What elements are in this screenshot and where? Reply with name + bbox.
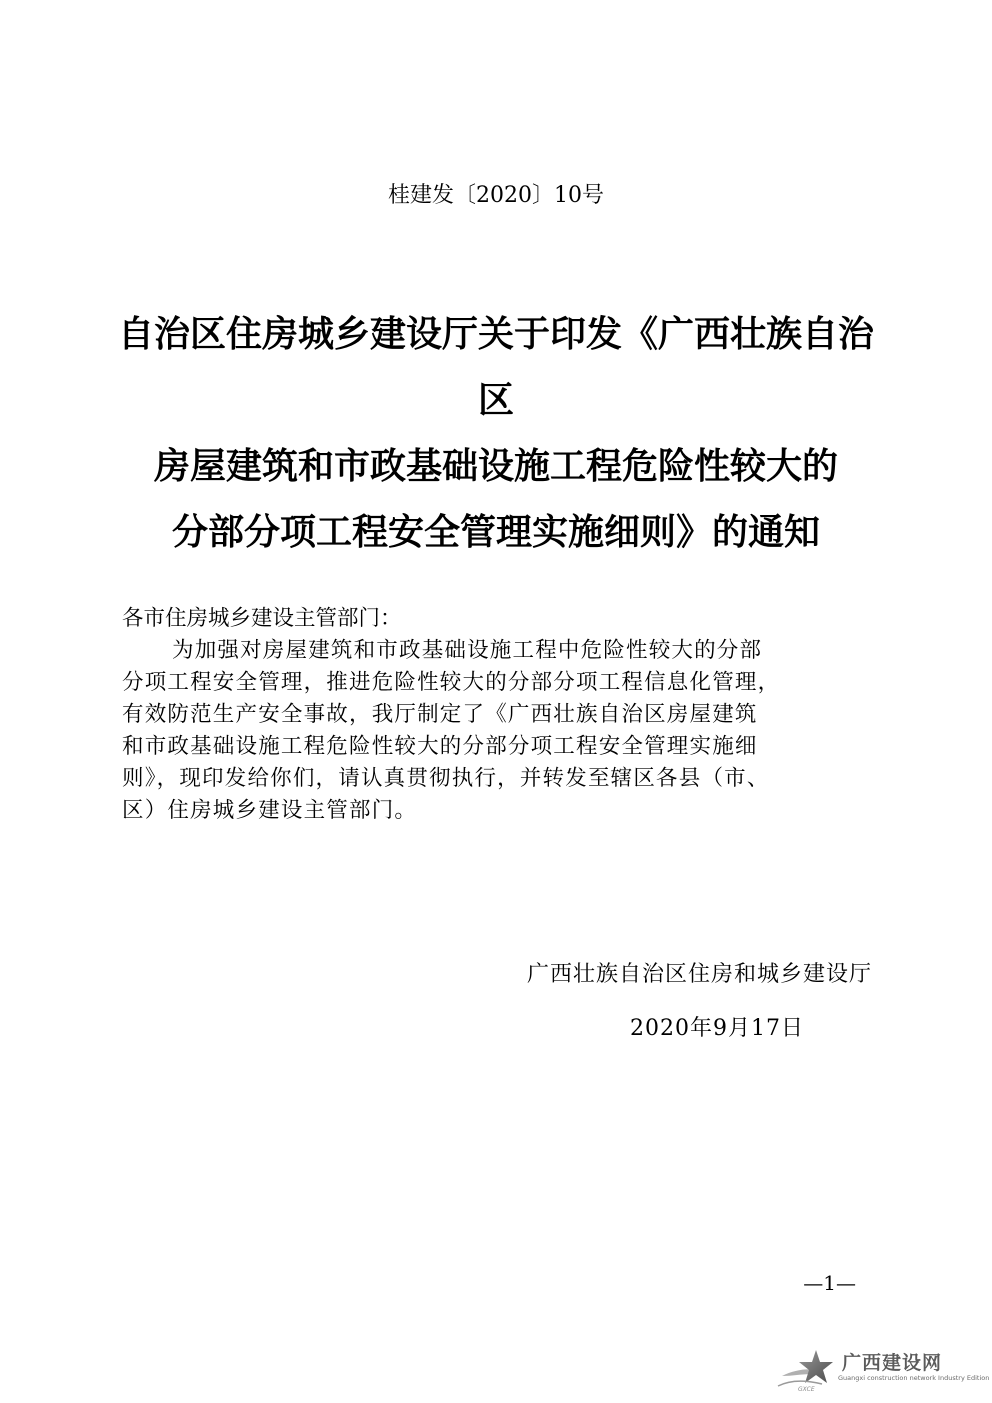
document-number: 桂建发〔2020〕10号: [388, 183, 604, 208]
issuer-signature: 广西壮族自治区住房和城乡建设厅: [526, 962, 872, 987]
site-watermark: [776, 1346, 990, 1394]
title-line-2: 区: [477, 380, 514, 421]
watermark-subtitle: Guangxi construction network Industry Edition: [838, 1374, 990, 1382]
document-body: [122, 603, 880, 827]
title-line-1: 自治区住房城乡建设厅关于印发《广西壮族自治: [117, 314, 874, 355]
issue-date: 2020年9月17日: [630, 1016, 804, 1041]
body-line-1: 为加强对房屋建筑和市政基础设施工程中危险性较大的分部: [172, 638, 763, 663]
document-title: [100, 302, 892, 566]
watermark-brand: 广西建设网: [842, 1352, 943, 1374]
salutation: 各市住房城乡建设主管部门：: [122, 606, 402, 631]
body-line-3: 有效防范生产安全事故，我厅制定了《广西壮族自治区房屋建筑: [122, 702, 758, 727]
title-line-4: 分部分项工程安全管理实施细则》的通知: [171, 512, 820, 553]
page-number: —1—: [803, 1271, 856, 1295]
body-line-2: 分项工程安全管理，推进危险性较大的分部分项工程信息化管理，: [122, 670, 781, 695]
body-line-4: 和市政基础设施工程危险性较大的分部分项工程安全管理实施细: [122, 734, 758, 759]
star-logo-icon: [776, 1346, 838, 1394]
body-line-6: 区）住房城乡建设主管部门。: [122, 798, 418, 823]
title-line-3: 房屋建筑和市政基础设施工程危险性较大的: [153, 446, 838, 487]
svg-text:GXCE: GXCE: [798, 1386, 815, 1393]
body-line-5: 则》，现印发给你们，请认真贯彻执行，并转发至辖区各县（市、: [122, 766, 770, 791]
